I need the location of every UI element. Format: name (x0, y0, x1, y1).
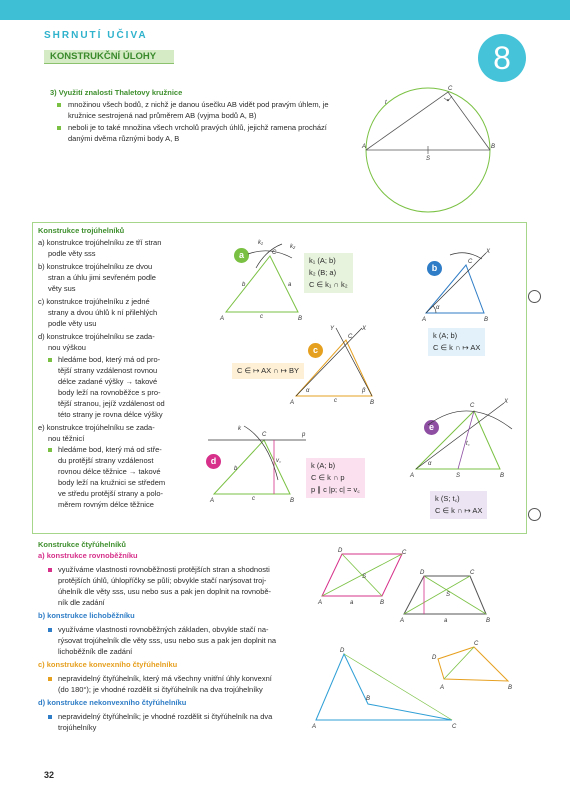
thales-b1-line2: kružnice sestrojená nad průměrem AB (vyjma bodů A, B) (68, 111, 257, 120)
note-d-line: p ∥ c |p; c| = v꜀ (311, 485, 360, 494)
badge-d: d (206, 454, 221, 469)
bullet-icon (48, 677, 52, 681)
svg-text:S: S (456, 473, 461, 479)
badge-b: b (427, 261, 442, 276)
triangles-title: Konstrukce trojúhelníků (38, 226, 125, 235)
quads-c-head: c) konstrukce konvexního čtyřúhelníku (38, 660, 178, 669)
svg-text:C: C (468, 259, 473, 265)
thales-title: 3) Využití znalosti Thaletovy kružnice (50, 88, 183, 97)
chapter-number-badge: 8 (478, 34, 526, 82)
svg-text:X: X (362, 326, 367, 332)
svg-text:C: C (470, 570, 475, 576)
quads-d-text: nepravidelný čtyřúhelník; je vhodné rozdělit si čtyřúhelník na dva (58, 712, 273, 721)
quads-a-text: využíváme vlastnosti rovnoběžnosti protějších stran a shodnosti (58, 565, 270, 574)
svg-text:D: D (432, 655, 437, 661)
svg-text:A: A (220, 316, 225, 322)
quads-a-text: ník dle zadání (58, 598, 105, 607)
quads-a-head: a) konstrukce rovnoběžníku (38, 551, 138, 560)
quads-title: Konstrukce čtyřúhelníků (38, 540, 126, 549)
quads-a-text: úhelník dle věty sss, usu nebo sus a pak jen doplnit na rovnobě- (58, 587, 272, 596)
tri-e-bullet: ve středu protější strany a polo- (58, 489, 164, 498)
tri-d-bullet: délce zadané výšky → takové (58, 377, 158, 386)
svg-text:α: α (436, 305, 440, 311)
tri-d-bullet: tější strany vzdálenost rovnou (58, 366, 158, 375)
page-subtitle: KONSTRUKČNÍ ÚLOHY (50, 51, 157, 62)
thales-label-a: A (362, 144, 367, 150)
binder-hole (528, 508, 541, 521)
quads-d-head: d) konstrukce nekonvexního čtyřúhelníku (38, 698, 187, 707)
triangle-figure-b (420, 245, 515, 325)
svg-text:k₂: k₂ (290, 244, 296, 250)
svg-text:A: A (312, 724, 317, 730)
tri-e-bullet: body leží na kružnici se středem (58, 478, 166, 487)
svg-text:v꜀: v꜀ (276, 458, 282, 464)
tri-e-bullet: du protější strany vzdálenost (58, 456, 154, 465)
tri-line: podle věty usu (48, 319, 97, 328)
badge-a: a (234, 248, 249, 263)
nonconvex-quad-figure (310, 648, 465, 728)
tri-line: c) konstrukce trojúhelníku z jedné (38, 297, 150, 306)
svg-text:c: c (334, 398, 337, 404)
tri-d-bullet: tější stranou, jejíž vzdálenost od (58, 399, 165, 408)
svg-text:k: k (238, 426, 241, 432)
thales-b2-line2: danými dvěma různými body A, B (68, 134, 180, 143)
note-c: C ∈ ↦ AX ∩ ↦ BY (232, 363, 304, 379)
svg-text:C: C (262, 432, 267, 438)
tri-line: d) konstrukce trojúhelníku se zada- (38, 332, 155, 341)
page-number: 32 (44, 770, 55, 780)
thales-label-c: C (448, 86, 453, 92)
svg-text:C: C (402, 550, 407, 556)
svg-text:D: D (420, 570, 425, 576)
bullet-icon (48, 358, 52, 362)
svg-text:Y: Y (330, 326, 335, 332)
svg-text:D: D (340, 648, 345, 654)
tri-line: a) konstrukce trojúhelníku ze tří stran (38, 238, 162, 247)
note-d (306, 458, 365, 498)
bullet-icon (48, 448, 52, 452)
quads-d-text: trojúhelníky (58, 723, 97, 732)
svg-text:B: B (298, 316, 303, 322)
svg-text:c: c (260, 314, 263, 320)
svg-text:B: B (366, 696, 371, 702)
tri-line: nou výškou (48, 343, 86, 352)
note-e-line: k (S; t꜀) (435, 494, 460, 503)
svg-text:p: p (302, 432, 306, 438)
svg-text:A: A (210, 498, 215, 504)
badge-e: e (424, 420, 439, 435)
tri-line: stran a úhlu jimi sevřeném podle (48, 273, 156, 282)
svg-text:b: b (234, 466, 238, 472)
binder-hole (528, 290, 541, 303)
tri-line: věty sus (48, 284, 76, 293)
quads-a-text: protějších úhlů, úhlopříčky se půlí; obvykle stačí narýsovat troj- (58, 576, 267, 585)
svg-text:C: C (474, 641, 479, 647)
parallelogram-figure (318, 548, 408, 608)
svg-text:X: X (486, 249, 491, 255)
tri-e-bullet: rovnou délce těžnice → takové (58, 467, 161, 476)
svg-text:k₁: k₁ (258, 240, 263, 246)
svg-text:A: A (400, 618, 405, 624)
svg-text:A: A (440, 685, 445, 691)
svg-text:X: X (504, 399, 509, 405)
svg-text:B: B (500, 473, 505, 479)
quads-b-head: b) konstrukce lichoběžníku (38, 611, 135, 620)
tri-line: b) konstrukce trojúhelníku ze dvou (38, 262, 153, 271)
note-e (430, 491, 487, 519)
bullet-icon (57, 126, 61, 130)
quads-b-text: využíváme vlastnosti rovnoběžných základen, obvykle stačí na- (58, 625, 269, 634)
bullet-icon (48, 628, 52, 632)
svg-text:A: A (422, 317, 427, 323)
thales-label-t: t (385, 100, 387, 106)
top-bar (0, 0, 570, 20)
quads-b-text: rýsovat trojúhelník dle věty sss, usu nebo sus a pak jen doplnit na (58, 636, 277, 645)
svg-text:B: B (380, 600, 385, 606)
trapezoid-figure (398, 562, 498, 627)
svg-text:S: S (362, 574, 367, 580)
svg-text:S: S (446, 592, 451, 598)
svg-text:B: B (290, 498, 295, 504)
svg-text:a: a (444, 618, 448, 624)
triangle-figure-e (408, 395, 518, 485)
svg-text:b: b (242, 282, 246, 288)
note-d-line: C ∈ k ∩ p (311, 473, 345, 482)
quads-c-text: nepravidelný čtyřúhelník, který má všechny vnitřní úhly konvexní (58, 674, 272, 683)
quads-c-text: (do 180°); je vhodné rozdělit si čtyřúhelník na dva trojúhelníky (58, 685, 263, 694)
svg-text:B: B (484, 317, 489, 323)
thales-label-b: B (491, 144, 496, 150)
bullet-icon (48, 568, 52, 572)
svg-text:a: a (288, 282, 292, 288)
tri-e-line: e) konstrukce trojúhelníku se zada- (38, 423, 155, 432)
note-b-line: C ∈ k ∩ ↦ AX (433, 343, 481, 352)
tri-e-line: nou těžnicí (48, 434, 85, 443)
svg-text:B: B (370, 400, 375, 406)
svg-text:B: B (486, 618, 491, 624)
note-a-line: k₁ (A; b) (309, 256, 336, 265)
svg-text:C: C (348, 334, 353, 340)
tri-d-bullet: hledáme bod, který má od pro- (58, 355, 161, 364)
note-a-line: C ∈ k₁ ∩ k₂ (309, 280, 348, 289)
svg-text:β: β (362, 388, 366, 394)
tri-e-bullet: měrem rovným délce těžnice (58, 500, 154, 509)
svg-text:C: C (272, 250, 277, 256)
thales-label-s: S (426, 156, 431, 162)
svg-text:a: a (350, 600, 354, 606)
thales-circle-figure (360, 82, 510, 222)
tri-e-bullet: hledáme bod, který má od stře- (58, 445, 162, 454)
note-a (304, 253, 353, 293)
svg-text:α: α (306, 388, 310, 394)
svg-text:A: A (410, 473, 415, 479)
triangle-figure-a (218, 238, 308, 323)
tri-d-bullet: body leží na rovnoběžce s pro- (58, 388, 161, 397)
tri-line: strany a dvou úhlů k ní přilehlých (48, 308, 158, 317)
svg-text:B: B (508, 685, 513, 691)
thales-b2-line1: neboli je to také množina všech vrcholů pravých úhlů, jejichž ramena prochází (68, 123, 327, 132)
svg-text:C: C (452, 724, 457, 730)
svg-text:α: α (428, 461, 432, 467)
note-e-line: C ∈ k ∩ ↦ AX (435, 506, 483, 515)
quads-b-text: lichoběžník dle zadání (58, 647, 133, 656)
tri-d-bullet: této strany je rovna délce výšky (58, 410, 163, 419)
tri-line: podle věty sss (48, 249, 96, 258)
section-title: SHRNUTÍ UČIVA (44, 30, 148, 41)
note-b (428, 328, 485, 356)
svg-text:t꜀: t꜀ (466, 441, 470, 447)
svg-text:C: C (470, 403, 475, 409)
svg-text:A: A (318, 600, 323, 606)
thales-b1-line1: množinou všech bodů, z nichž je danou úsečku AB vidět pod pravým úhlem, je (68, 100, 329, 109)
note-a-line: k₂ (B; a) (309, 268, 337, 277)
triangle-figure-d (208, 420, 308, 510)
svg-text:c: c (252, 496, 255, 502)
bullet-icon (48, 715, 52, 719)
svg-text:A: A (290, 400, 295, 406)
bullet-icon (57, 103, 61, 107)
note-d-line: k (A; b) (311, 461, 336, 470)
badge-c: c (308, 343, 323, 358)
svg-text:D: D (338, 548, 343, 554)
note-b-line: k (A; b) (433, 331, 458, 340)
